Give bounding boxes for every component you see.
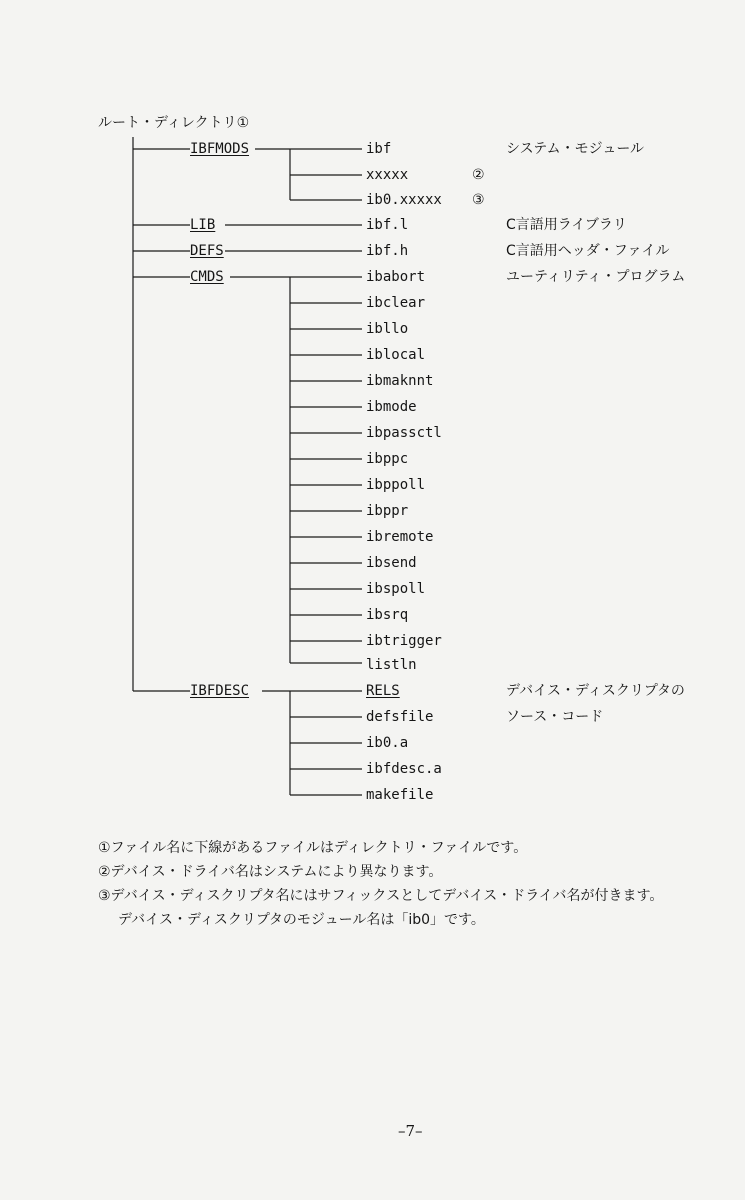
file-iblocal: iblocal bbox=[366, 347, 426, 363]
file-defsfile: defsfile bbox=[366, 709, 434, 725]
desc-ibf-h: C言語用ヘッダ・ファイル bbox=[506, 243, 670, 259]
root-directory-label: ルート・ディレクトリ① bbox=[98, 115, 250, 131]
file-ibsend: ibsend bbox=[366, 555, 417, 571]
file-ibllo: ibllo bbox=[366, 321, 409, 337]
dir-lib: LIB bbox=[190, 217, 216, 233]
file-ibtrigger: ibtrigger bbox=[366, 633, 442, 649]
dir-rels: RELS bbox=[366, 683, 400, 699]
note-mark-3: ③ bbox=[472, 192, 485, 208]
file-ib0-a: ib0.a bbox=[366, 735, 409, 751]
file-ibabort: ibabort bbox=[366, 269, 426, 285]
desc-ibabort: ユーティリティ・プログラム bbox=[506, 269, 686, 285]
file-xxxxx: xxxxx bbox=[366, 167, 409, 183]
file-ibf: ibf bbox=[366, 141, 392, 157]
desc-rels-line2: ソース・コード bbox=[506, 709, 604, 725]
file-ibremote: ibremote bbox=[366, 529, 434, 545]
file-ibf-h: ibf.h bbox=[366, 243, 409, 259]
file-ib0-xxxxx: ib0.xxxxx bbox=[366, 192, 442, 208]
dir-defs: DEFS bbox=[190, 243, 224, 259]
dir-ibfmods: IBFMODS bbox=[190, 141, 250, 157]
desc-ibf-l: C言語用ライブラリ bbox=[506, 217, 627, 233]
file-ibppoll: ibppoll bbox=[366, 477, 426, 493]
desc-ibf: システム・モジュール bbox=[506, 141, 645, 157]
file-ibclear: ibclear bbox=[366, 295, 426, 311]
file-makefile: makefile bbox=[366, 787, 434, 803]
page-number: –7– bbox=[398, 1122, 423, 1140]
file-ibfdesc-a: ibfdesc.a bbox=[366, 761, 442, 777]
file-ibsrq: ibsrq bbox=[366, 607, 409, 623]
file-ibppc: ibppc bbox=[366, 451, 409, 467]
file-ibpassctl: ibpassctl bbox=[366, 425, 442, 441]
desc-rels-line1: デバイス・ディスクリプタの bbox=[506, 683, 685, 699]
file-ibf-l: ibf.l bbox=[366, 217, 409, 233]
dir-cmds: CMDS bbox=[190, 269, 224, 285]
note-mark-2: ② bbox=[472, 167, 485, 183]
footnote-2: ②デバイス・ドライバ名はシステムにより異なります。 bbox=[98, 864, 443, 880]
file-ibppr: ibppr bbox=[366, 503, 409, 519]
file-listln: listln bbox=[366, 657, 417, 673]
footnote-1: ①ファイル名に下線があるファイルはディレクトリ・ファイルです。 bbox=[98, 840, 528, 856]
dir-ibfdesc: IBFDESC bbox=[190, 683, 250, 699]
file-ibmaknnt: ibmaknnt bbox=[366, 373, 434, 389]
footnote-3: ③デバイス・ディスクリプタ名にはサフィックスとしてデバイス・ドライバ名が付きます。 bbox=[98, 888, 664, 904]
footnote-3-continued: デバイス・ディスクリプタのモジュール名は「ib0」です。 bbox=[118, 912, 485, 928]
file-ibspoll: ibspoll bbox=[366, 581, 426, 597]
file-ibmode: ibmode bbox=[366, 399, 417, 415]
